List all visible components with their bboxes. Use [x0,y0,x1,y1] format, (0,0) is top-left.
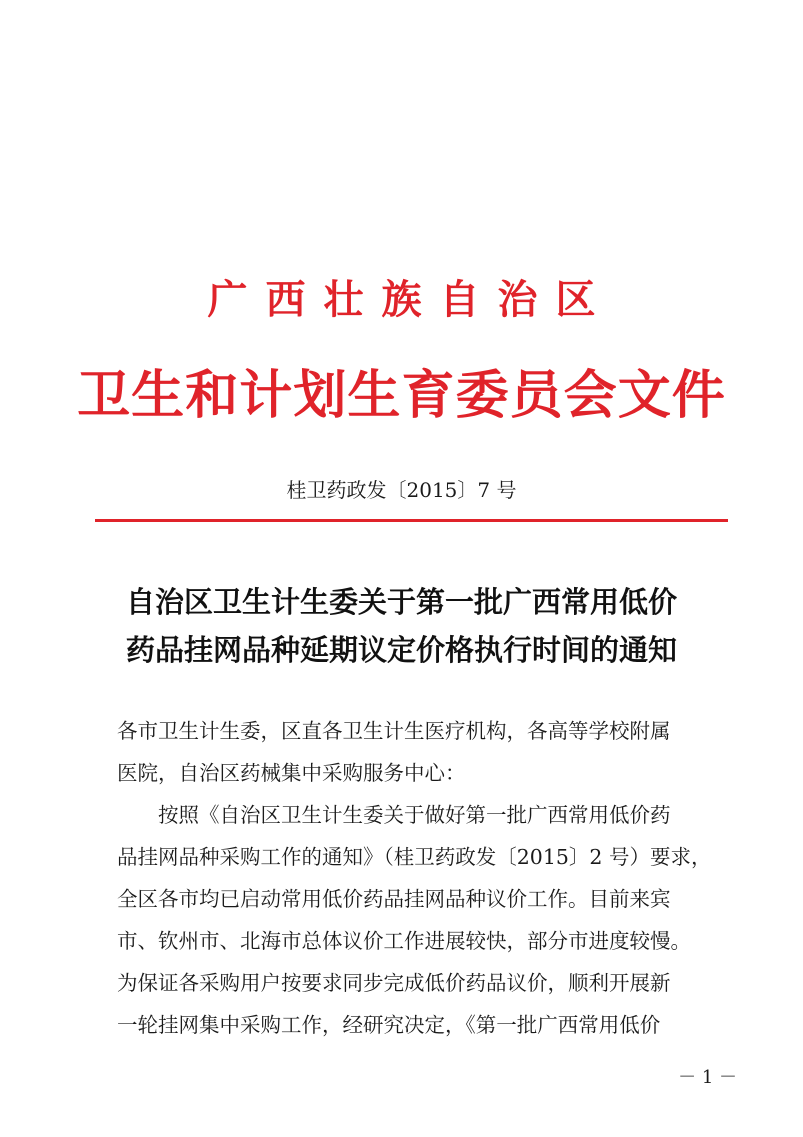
body-line: 品挂网品种采购工作的通知》（桂卫药政发〔2015〕2 号）要求， [117,845,712,869]
body-line-recipients-2: 医院，自治区药械集中采购服务中心： [117,761,466,785]
document-number: 桂卫药政发〔2015〕7 号 [286,478,517,502]
title-line-2: 药品挂网品种延期议定价格执行时间的通知 [125,633,677,667]
body-line: 全区各市均已启动常用低价药品挂网品种议价工作。目前来宾 [117,887,671,911]
red-divider-line [95,519,728,522]
issuer-region-heading: 广西壮族自治区 [207,276,614,323]
issuer-document-heading: 卫生和计划生育委员会文件 [77,365,726,426]
title-line-1: 自治区卫生计生委关于第一批广西常用低价 [125,585,677,619]
body-line-recipients-1: 各市卫生计生委，区直各卫生计生医疗机构，各高等学校附属 [117,719,671,743]
body-line: 为保证各采购用户按要求同步完成低价药品议价，顺利开展新 [117,971,671,995]
page-number: － 1 － [678,1067,737,1088]
body-line: 市、钦州市、北海市总体议价工作进展较快，部分市进度较慢。 [117,929,691,953]
body-line-paragraph-start: 按照《自治区卫生计生委关于做好第一批广西常用低价药 [158,803,671,827]
document-title [0,578,803,674]
body-line: 一轮挂网集中采购工作，经研究决定，《第一批广西常用低价 [117,1013,661,1037]
document-body [117,710,732,1046]
